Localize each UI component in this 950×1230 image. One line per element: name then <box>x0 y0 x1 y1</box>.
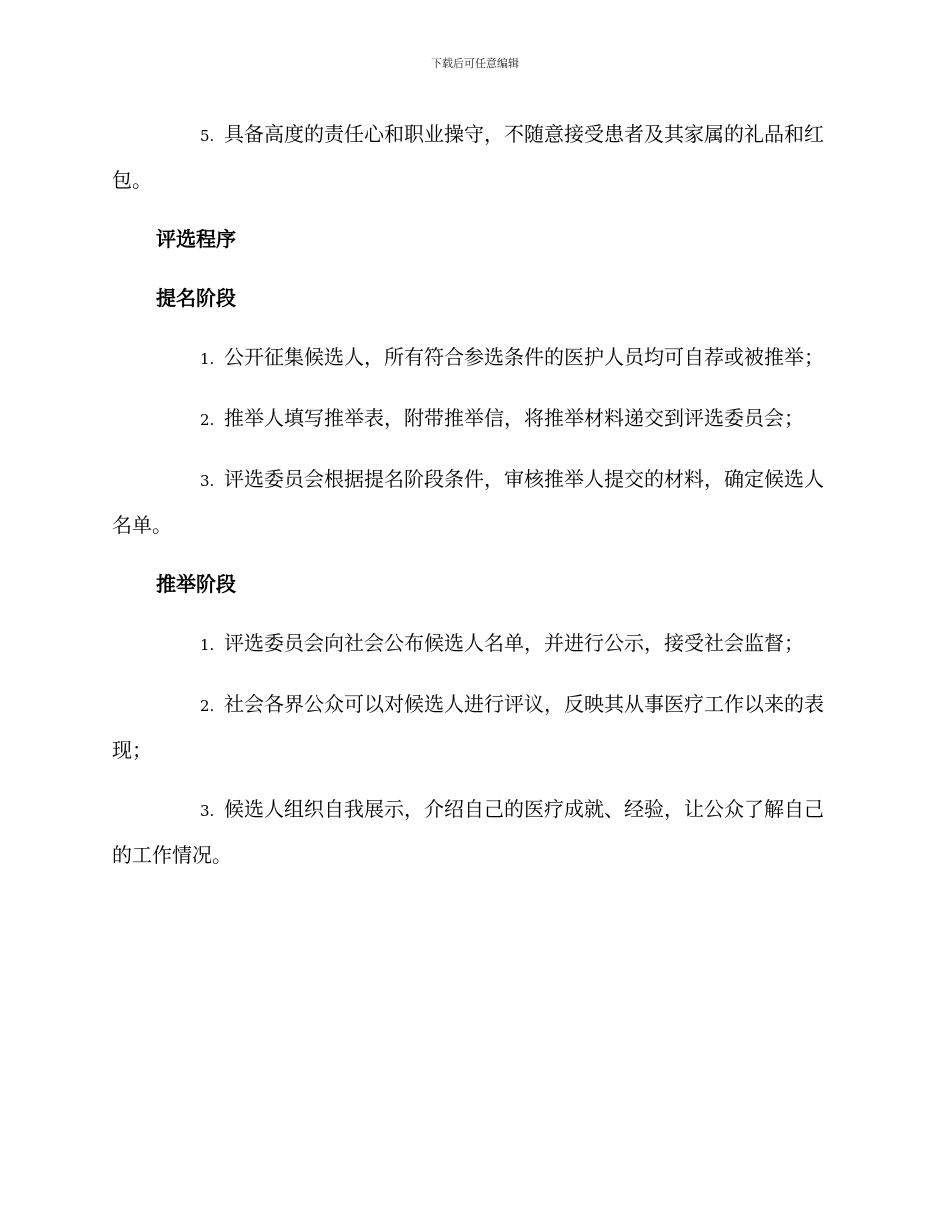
list-item-text: 具备高度的责任心和职业操守，不随意接受患者及其家属的礼品和红包。 <box>112 122 824 192</box>
list-item-text: 公开征集候选人，所有符合参选条件的医护人员均可自荐或被推举； <box>224 345 824 369</box>
section-heading-procedure: 评选程序 <box>156 227 236 251</box>
list-item <box>112 621 838 667</box>
list-item-number: 3. <box>200 802 215 820</box>
section-heading-recommendation: 推举阶段 <box>156 572 236 596</box>
list-item <box>112 112 838 202</box>
list-item <box>112 335 838 381</box>
list-item <box>112 396 838 442</box>
list-item-text: 评选委员会向社会公布候选人名单，并进行公示，接受社会监督； <box>224 631 804 655</box>
list-item-number: 1. <box>200 350 215 368</box>
list-item-text: 推举人填写推举表，附带推举信，将推举材料递交到评选委员会； <box>224 406 804 430</box>
list-item-number: 3. <box>200 472 215 490</box>
list-item <box>112 457 838 547</box>
list-item <box>112 787 838 877</box>
list-item-number: 1. <box>200 636 215 654</box>
document-body <box>112 112 838 892</box>
page-header: 下载后可任意编辑 <box>431 57 519 70</box>
list-item-number: 2. <box>200 697 215 715</box>
list-item-number: 5. <box>200 127 215 145</box>
list-item <box>112 682 838 772</box>
list-item-text: 社会各界公众可以对候选人进行评议，反映其从事医疗工作以来的表现； <box>112 692 824 762</box>
list-item-number: 2. <box>200 411 215 429</box>
list-item-text: 候选人组织自我展示，介绍自己的医疗成就、经验，让公众了解自己的工作情况。 <box>112 797 824 867</box>
list-item-text: 评选委员会根据提名阶段条件，审核推举人提交的材料，确定候选人名单。 <box>112 467 824 537</box>
section-heading-nomination: 提名阶段 <box>156 286 236 310</box>
